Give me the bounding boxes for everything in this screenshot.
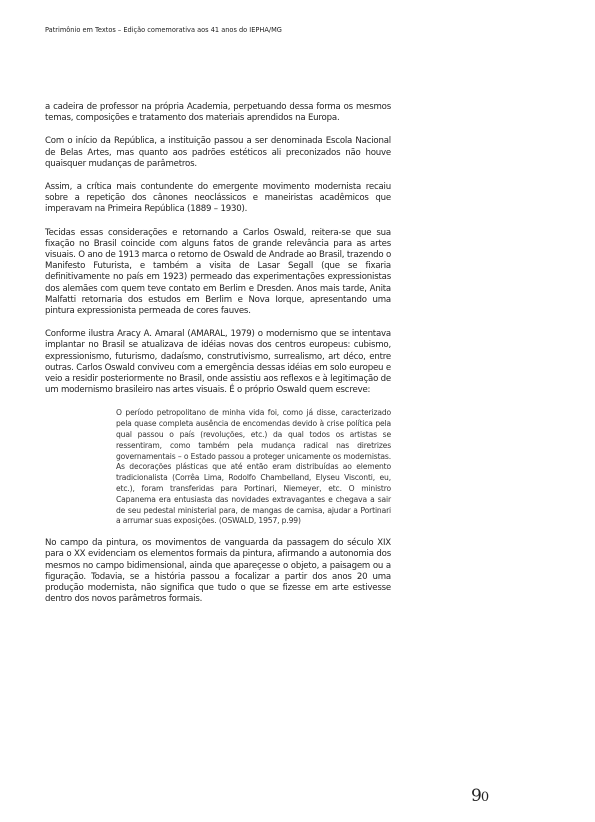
page-number-first-digit: 9 <box>471 786 481 806</box>
paragraph-1: a cadeira de professor na própria Academia, perpetuando dessa forma os mesmos temas, composições e tratamento dos materiais aprendidos na Europa. <box>45 102 391 124</box>
paragraph-3: Assim, a crítica mais contundente do emergente movimento modernista recaiu sobre a repetição dos cânones neoclássicos e maneiristas acadêmicos que imperavam na Primeira República (1889 – 1930). <box>45 182 391 215</box>
page-number-last-digit: 0 <box>480 790 489 805</box>
paragraph-4: Tecidas essas considerações e retornando a Carlos Oswald, reitera-se que sua fixação no Brasil coincide com alguns fatos de grande relevância para as artes visuais. O ano de 1913 marca o retorno de Oswald de Andrade ao Brasil, trazendo o Manifesto Futurista, e também a visita de Lasar Segall (que se fixaria definitivamente no país em 1923) permeado das experimentações expressionistas dos alemães com quem teve contato em Berlim e Dresden. Anos mais tarde, Anita Malfatti retornaria dos estudos em Berlim e Nova Iorque, apresentando uma pintura expressionista permeada de cores fauves. <box>45 227 391 317</box>
body-text <box>45 102 391 617</box>
page-number <box>471 786 488 806</box>
paragraph-2: Com o início da República, a instituição passou a ser denominada Escola Nacional de Belas Artes, mas quanto aos padrões estéticos ali preconizados não houve quaisquer mudanças de parâmetros. <box>45 136 391 169</box>
paragraph-6: No campo da pintura, os movimentos de vanguarda da passagem do século XIX para o XX evidenciam os elementos formais da pintura, afirmando a autonomia dos mesmos no campo bidimensional, ainda que apareçesse o objeto, a paisagem ou a figuração. Todavia, se a história passou a focalizar a partir dos anos 20 uma produção modernista, não significa que tudo o que se fizesse em arte estivesse dentro dos novos parâmetros formais. <box>45 538 391 605</box>
block-quote: O período petropolitano de minha vida foi, como já disse, caracterizado pela quase completa ausência de encomendas devido à crise política pela qual passou o país (revoluções, etc.) da qual todos os artistas se ressentiram, como também pela mudança radical nas diretrizes governamentais – o Estado passou a proteger unicamente os modernistas. As decorações plásticas que até então eram distribuídas ao elemento tradicionalista (Corrêa Lima, Rodolfo Chambelland, Elyseu Visconti, eu, etc.), foram transferidas para Portinari, Niemeyer, etc. O ministro Capanema era entusiasta das novidades extravagantes e chegava a sair de seu pedestal ministerial para, de mangas de camisa, ajudar a Portinari a arrumar suas exposições. (OSWALD, 1957, p.99) <box>116 408 391 526</box>
running-header: Patrimônio em Textos – Edição comemorativa aos 41 anos do IEPHA/MG <box>45 26 282 34</box>
paragraph-5: Conforme ilustra Aracy A. Amaral (AMARAL, 1979) o modernismo que se intentava implantar no Brasil se atualizava de idéias novas dos centros europeus: cubismo, expressionismo, futurismo, dadaísmo, construtivismo, surrealismo, art déco, entre outras. Carlos Oswald conviveu com a emergência dessas idéias em solo europeu e veio a residir posteriormente no Brasil, onde assistiu aos reflexos e à legitimação de um modernismo brasileiro nas artes visuais. É o próprio Oswald quem escreve: <box>45 329 391 396</box>
